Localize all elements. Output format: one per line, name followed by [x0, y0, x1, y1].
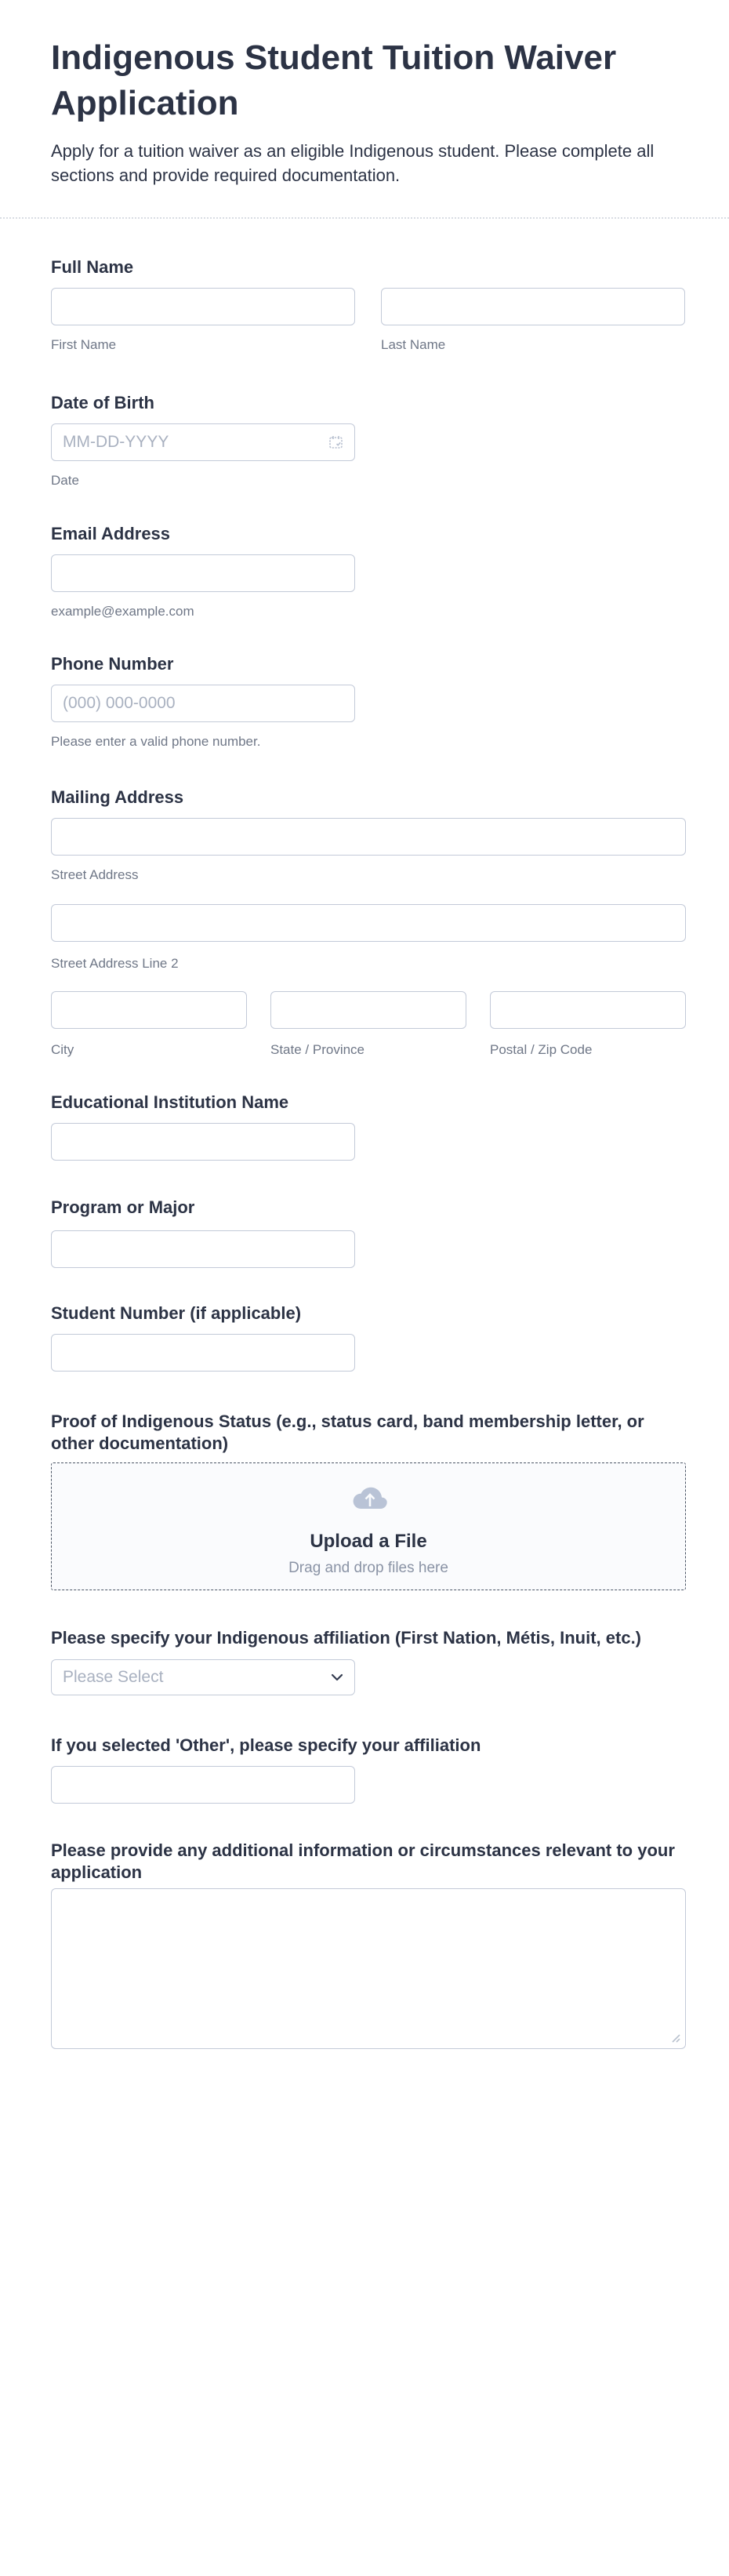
dob-sublabel: Date — [51, 473, 79, 488]
affiliation-label: Please specify your Indigenous affiliation (First Nation, Métis, Inuit, etc.) — [51, 1628, 642, 1648]
field-phone — [51, 653, 686, 750]
state-col — [270, 991, 466, 1058]
last-name-input[interactable] — [381, 288, 685, 325]
program-label: Program or Major — [51, 1197, 195, 1217]
affiliation-select-value: Please Select — [63, 1668, 164, 1686]
institution-label: Educational Institution Name — [51, 1092, 289, 1112]
field-full-name — [51, 256, 686, 353]
field-student-number — [51, 1303, 686, 1372]
proof-label: Proof of Indigenous Status (e.g., status card, band membership letter, or other documentation) — [51, 1412, 644, 1453]
state-input[interactable] — [270, 991, 466, 1029]
header-divider — [0, 217, 729, 219]
city-input[interactable] — [51, 991, 247, 1029]
field-affiliation — [51, 1627, 686, 1695]
phone-label: Phone Number — [51, 654, 174, 674]
institution-input[interactable] — [51, 1123, 355, 1161]
email-label: Email Address — [51, 524, 171, 543]
state-sublabel: State / Province — [270, 1042, 365, 1057]
additional-info-textarea-wrap — [51, 1888, 686, 2049]
field-email — [51, 523, 686, 619]
file-upload-dropzone[interactable] — [51, 1462, 686, 1590]
other-affiliation-input[interactable] — [51, 1766, 355, 1804]
field-other-affiliation — [51, 1735, 686, 1804]
calendar-icon[interactable] — [328, 434, 344, 451]
first-name-input[interactable] — [51, 288, 355, 325]
chevron-down-icon — [331, 1673, 343, 1681]
last-name-col — [381, 288, 685, 353]
upload-title: Upload a File — [310, 1531, 427, 1552]
field-mailing-address — [51, 787, 686, 1058]
street-address-line2-input[interactable] — [51, 904, 686, 942]
street-address-input[interactable] — [51, 818, 686, 856]
phone-sublabel: Please enter a valid phone number. — [51, 734, 261, 749]
street-address-line2-sublabel: Street Address Line 2 — [51, 956, 179, 971]
student-number-label: Student Number (if applicable) — [51, 1303, 302, 1323]
program-input[interactable] — [51, 1230, 355, 1268]
city-sublabel: City — [51, 1042, 74, 1057]
full-name-label: Full Name — [51, 257, 134, 277]
field-additional-info — [51, 1840, 686, 2049]
field-program — [51, 1197, 686, 1268]
other-affiliation-label: If you selected 'Other', please specify your affiliation — [51, 1735, 481, 1755]
phone-input[interactable] — [51, 685, 355, 722]
dob-label: Date of Birth — [51, 393, 154, 412]
zip-col — [490, 991, 686, 1058]
form-subtitle: Apply for a tuition waiver as an eligible Indigenous student. Please complete all sections and provide required documentation. — [51, 141, 655, 185]
city-state-zip-row — [51, 991, 686, 1058]
additional-info-textarea[interactable] — [51, 1888, 686, 2049]
affiliation-select[interactable] — [51, 1659, 355, 1695]
email-input[interactable] — [51, 554, 355, 592]
upload-hint: Drag and drop files here — [288, 1560, 448, 1576]
additional-info-label: Please provide any additional information or circumstances relevant to your application — [51, 1840, 675, 1882]
last-name-sublabel: Last Name — [381, 337, 446, 352]
email-sublabel: example@example.com — [51, 604, 194, 619]
dob-input[interactable] — [51, 423, 355, 461]
form-title: Indigenous Student Tuition Waiver Application — [51, 38, 617, 122]
dob-input-wrap — [51, 423, 355, 461]
zip-sublabel: Postal / Zip Code — [490, 1042, 593, 1057]
cloud-upload-icon — [346, 1485, 390, 1515]
field-institution — [51, 1092, 686, 1161]
street-address-sublabel: Street Address — [51, 867, 139, 882]
textarea-resize-handle[interactable] — [670, 2033, 681, 2044]
city-col — [51, 991, 247, 1058]
field-date-of-birth — [51, 392, 686, 489]
student-number-input[interactable] — [51, 1334, 355, 1372]
field-proof-upload — [51, 1411, 686, 1590]
mailing-address-label: Mailing Address — [51, 787, 184, 807]
first-name-col — [51, 288, 355, 353]
first-name-sublabel: First Name — [51, 337, 117, 352]
zip-input[interactable] — [490, 991, 686, 1029]
